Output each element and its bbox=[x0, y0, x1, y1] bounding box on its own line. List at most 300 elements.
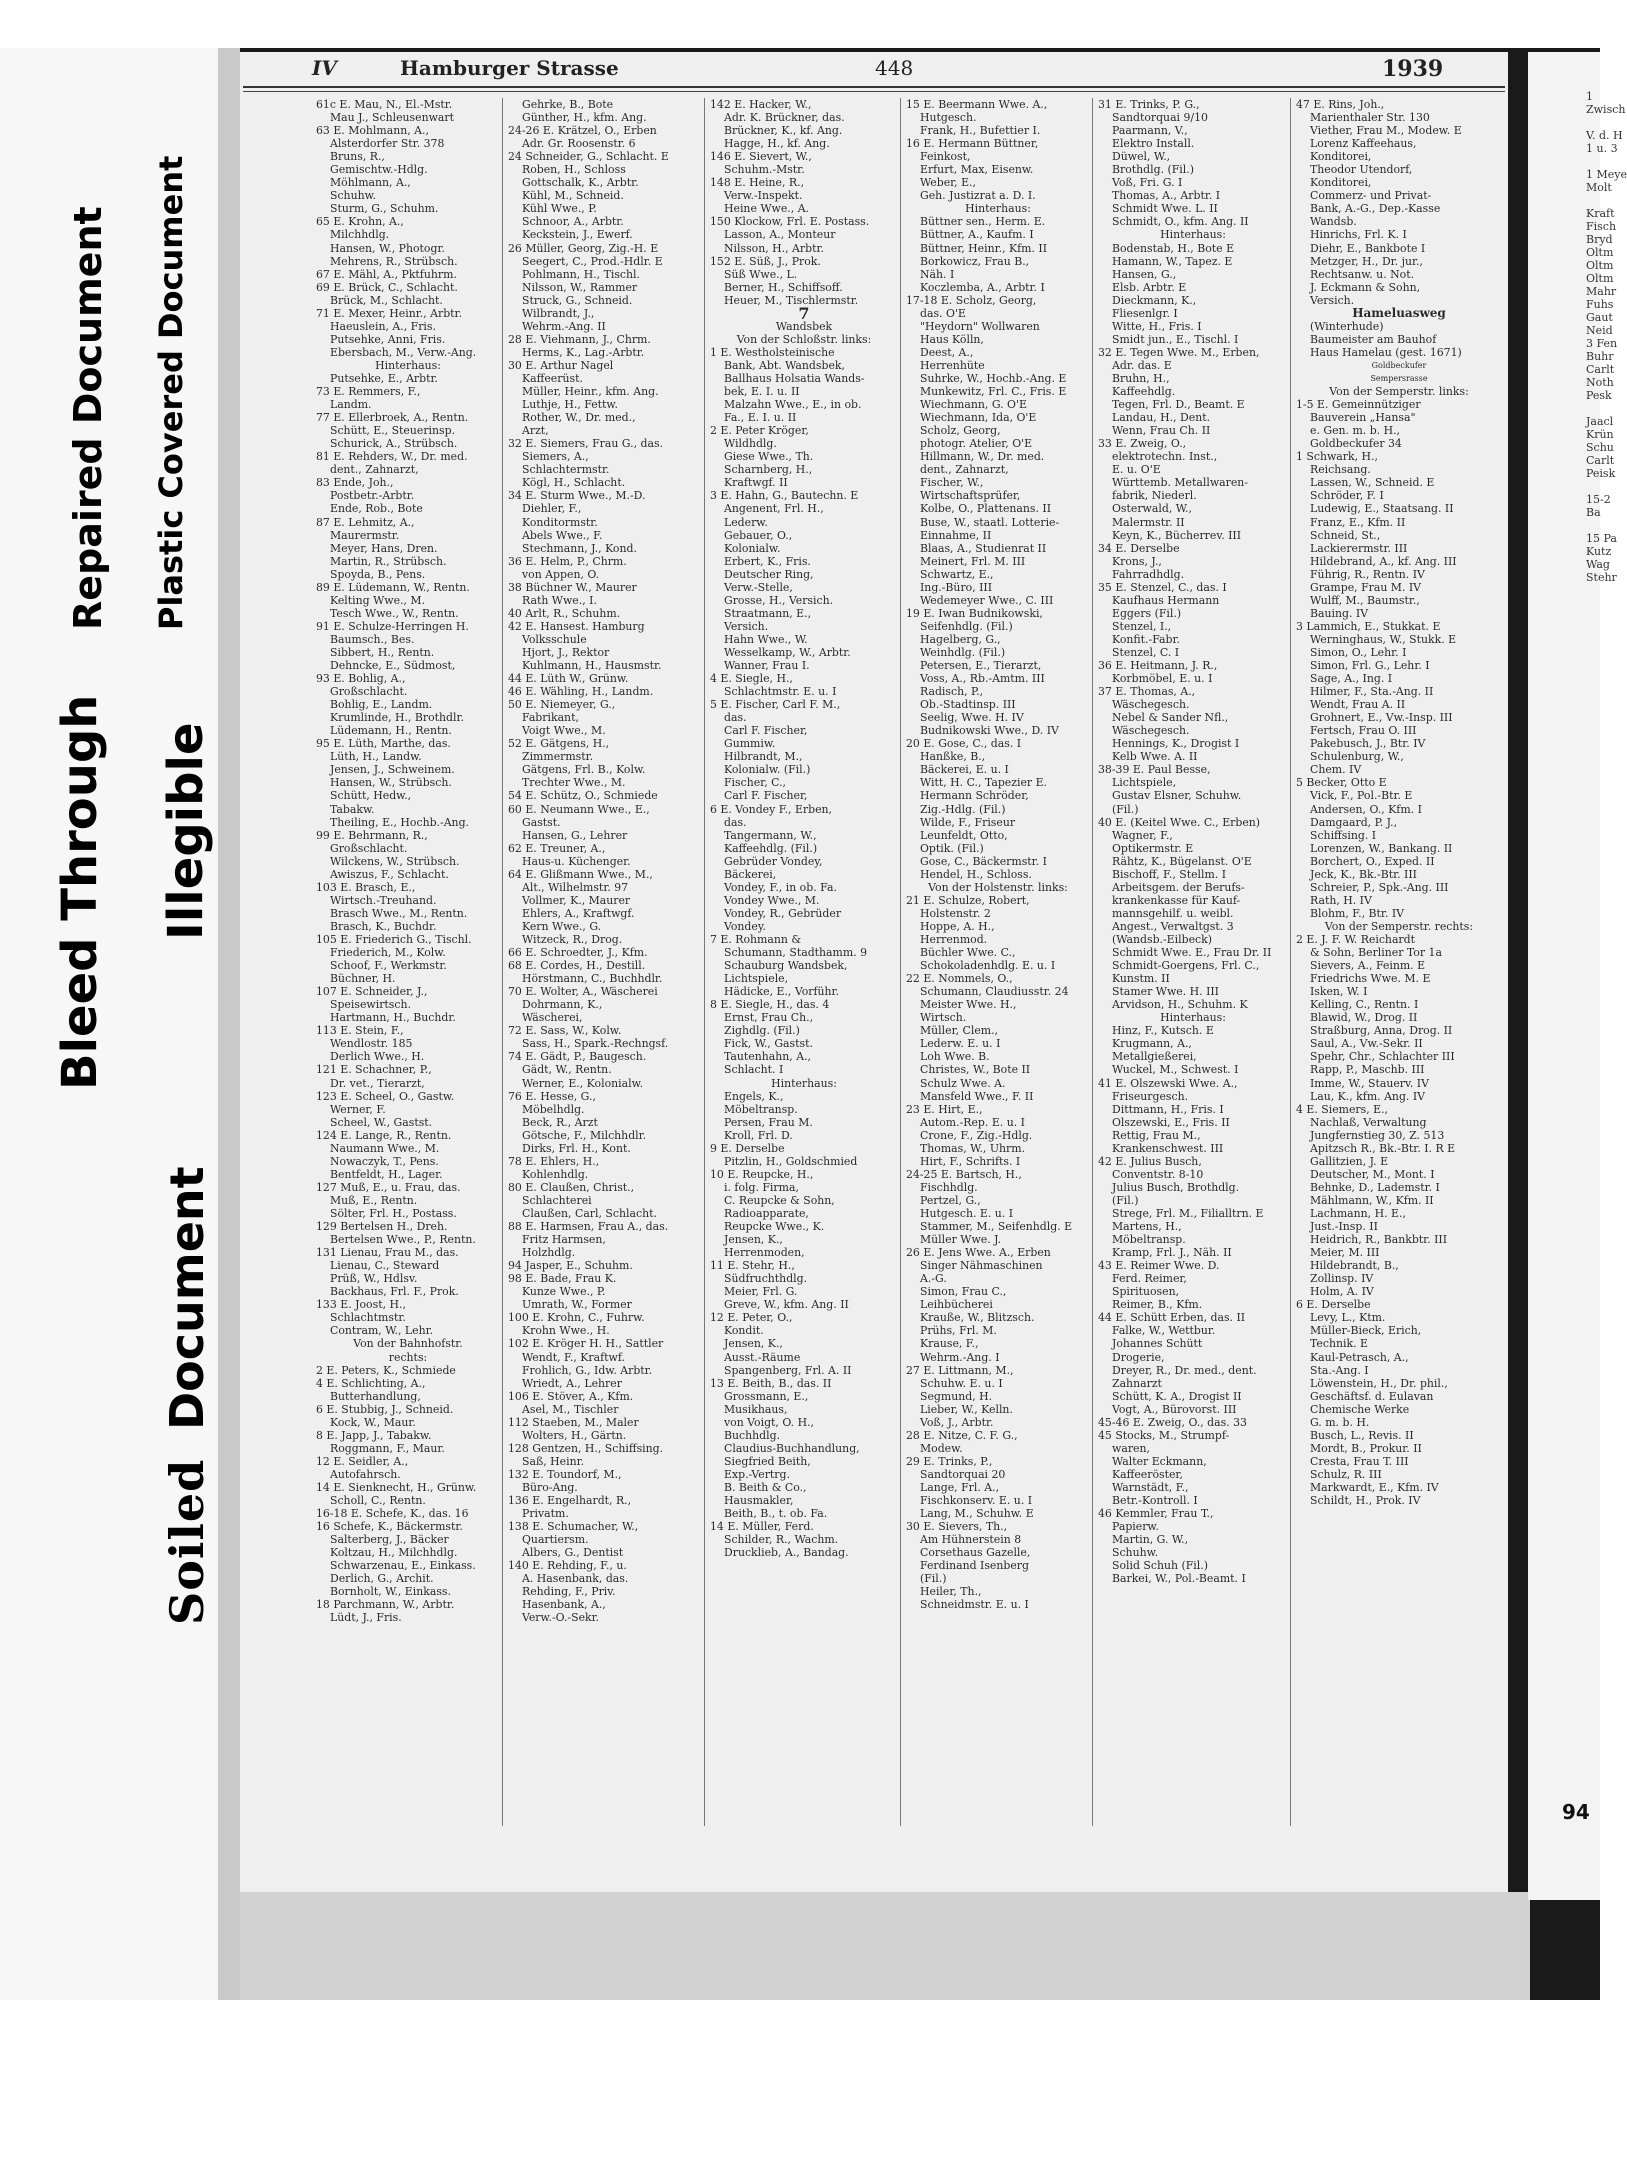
directory-entry: 46 E. Wähling, H., Landm. bbox=[508, 685, 654, 699]
directory-entry: Simon, O., Lehr. I bbox=[1310, 645, 1407, 659]
directory-entry: Wendlostr. 185 bbox=[330, 1037, 413, 1051]
directory-entry: Landm. bbox=[330, 398, 372, 412]
adjacent-fragment: 15 Pa bbox=[1586, 532, 1617, 545]
directory-entry: Abels Wwe., F. bbox=[522, 528, 603, 542]
directory-entry: Hinrichs, Frl. K. I bbox=[1310, 228, 1407, 242]
directory-entry: krankenkasse für Kauf- bbox=[1112, 893, 1241, 907]
directory-entry: B. Beith & Co., bbox=[724, 1480, 807, 1494]
directory-entry: Hirt, F., Schrifts. I bbox=[920, 1154, 1021, 1168]
directory-entry: Krause, F., bbox=[920, 1337, 979, 1351]
directory-entry: (Fil.) bbox=[920, 1572, 947, 1586]
directory-entry: 123 E. Scheel, O., Gastw. bbox=[316, 1089, 455, 1103]
directory-entry: Metallgießerei, bbox=[1112, 1050, 1197, 1064]
adjacent-fragment: Ba bbox=[1586, 506, 1601, 519]
header-year: 1939 bbox=[1382, 56, 1444, 82]
directory-entry: 4 E. Siemers, E., bbox=[1296, 1102, 1389, 1116]
directory-entry: Greve, W., kfm. Ang. II bbox=[724, 1298, 849, 1312]
directory-entry: 113 E. Stein, F., bbox=[316, 1024, 404, 1038]
directory-entry: 44 E. Lüth W., Grünw. bbox=[508, 672, 629, 686]
directory-entry: 142 E. Hacker, W., bbox=[710, 98, 812, 111]
directory-entry: 17-18 E. Scholz, Georg, bbox=[906, 293, 1037, 307]
directory-entry: 52 E. Gätgens, H., bbox=[508, 737, 610, 751]
directory-entry: Konditormstr. bbox=[522, 515, 598, 529]
directory-entry: 22 E. Nommels, O., bbox=[906, 972, 1013, 986]
adjacent-fragment: Jaacl bbox=[1586, 415, 1614, 428]
directory-entry: Gätgens, Frl. B., Kolw. bbox=[522, 763, 646, 777]
directory-entry: Kohlenhdlg. bbox=[522, 1167, 589, 1181]
directory-entry: Vondey Wwe., M. bbox=[724, 893, 820, 907]
directory-entry: Bornholt, W., Einkass. bbox=[330, 1585, 451, 1599]
top-margin bbox=[0, 0, 1600, 48]
directory-entry: Mansfeld Wwe., F. II bbox=[920, 1089, 1034, 1103]
directory-entry: Nilsson, H., Arbtr. bbox=[724, 241, 824, 255]
directory-entry: Scharnberg, H., bbox=[724, 463, 813, 477]
directory-entry: Rapp, P., Maschb. III bbox=[1310, 1063, 1425, 1077]
directory-entry: Saß, Heinr. bbox=[522, 1454, 585, 1468]
directory-entry: Malzahn Wwe., E., in ob. bbox=[724, 398, 862, 412]
directory-entry: Wandsbek bbox=[775, 319, 833, 333]
directory-entry: Bruns, R., bbox=[330, 150, 385, 164]
directory-entry: Herms, K., Lag.-Arbtr. bbox=[522, 345, 645, 359]
directory-entry: Krugmann, A., bbox=[1112, 1037, 1192, 1051]
header-street-name: Hamburger Strasse bbox=[400, 56, 619, 80]
directory-entry: Hörstmann, C., Buchhdlr. bbox=[522, 972, 663, 986]
directory-entry: Rettig, Frau M., bbox=[1112, 1128, 1201, 1142]
directory-entry: 40 E. (Keitel Wwe. C., Erben) bbox=[1098, 815, 1261, 829]
directory-entry: Chem. IV bbox=[1310, 763, 1362, 777]
directory-entry: Just.-Insp. II bbox=[1310, 1220, 1378, 1234]
directory-entry: 37 E. Thomas, A., bbox=[1098, 685, 1196, 699]
directory-entry: Reupcke Wwe., K. bbox=[724, 1220, 825, 1234]
directory-entry: Segmund, H. bbox=[920, 1389, 993, 1403]
directory-entry: Zimmermstr. bbox=[522, 750, 594, 764]
directory-entry: Heuer, M., Tischlermstr. bbox=[724, 293, 859, 307]
directory-entry: Busch, L., Revis. II bbox=[1310, 1428, 1414, 1442]
directory-entry: Tangermann, W., bbox=[724, 828, 817, 842]
directory-entry: Privatm. bbox=[522, 1507, 569, 1521]
adjacent-fragment bbox=[1586, 194, 1600, 207]
label-soiled: Soiled bbox=[160, 1458, 214, 1625]
directory-entry: Krauße, W., Blitzsch. bbox=[920, 1311, 1035, 1325]
directory-entry: Angenent, Frl. H., bbox=[724, 502, 824, 516]
directory-entry: Voß, J., Arbtr. bbox=[920, 1415, 994, 1429]
directory-entry: 23 E. Hirt, E., bbox=[906, 1102, 983, 1116]
directory-entry: Von der Holstenstr. links: bbox=[928, 880, 1068, 894]
directory-entry: Behnke, D., Lademstr. I bbox=[1310, 1180, 1440, 1194]
directory-entry: Stammer, M., Seifenhdlg. E bbox=[920, 1220, 1073, 1234]
directory-entry: Theodor Utendorf, bbox=[1310, 163, 1413, 177]
directory-entry: Wenn, Frau Ch. II bbox=[1112, 424, 1211, 438]
directory-entry: e. Gen. m. b. H., bbox=[1310, 424, 1401, 438]
directory-entry: Roggmann, F., Maur. bbox=[330, 1441, 445, 1455]
directory-entry: Roben, H., Schloss bbox=[522, 163, 626, 177]
directory-entry: Martens, H., bbox=[1112, 1220, 1182, 1234]
directory-entry: Ferdinand Isenberg bbox=[920, 1559, 1029, 1573]
directory-entry: Mau J., Schleusenwart bbox=[330, 111, 454, 125]
directory-entry: 73 E. Remmers, F., bbox=[316, 385, 421, 399]
directory-entry: 1 Schwark, H., bbox=[1296, 450, 1378, 464]
column-separator bbox=[900, 98, 901, 1826]
directory-entry: Landau, H., Dent. bbox=[1112, 411, 1211, 425]
directory-entry: Gottschalk, K., Arbtr. bbox=[522, 176, 639, 190]
directory-entry: 89 E. Lüdemann, W., Rentn. bbox=[316, 580, 470, 594]
directory-entry: Imme, W., Stauerv. IV bbox=[1310, 1076, 1429, 1090]
directory-entry: Lichtspiele, bbox=[1112, 776, 1177, 790]
directory-entry: Fick, W., Gastst. bbox=[724, 1037, 813, 1051]
directory-entry: 26 Müller, Georg, Zig.-H. E bbox=[508, 241, 659, 255]
directory-entry: 1 E. Westholsteinische bbox=[710, 345, 835, 359]
directory-column-4 bbox=[906, 98, 1090, 1828]
directory-entry: 72 E. Sass, W., Kolw. bbox=[508, 1024, 622, 1038]
directory-entry: Schilder, R., Wachm. bbox=[724, 1533, 839, 1547]
directory-entry: Fischer, C., bbox=[724, 776, 786, 790]
directory-entry: Vick, F., Pol.-Btr. E bbox=[1310, 789, 1413, 803]
directory-entry: Jeck, K., Bk.-Btr. III bbox=[1310, 867, 1417, 881]
adjacent-fragment: 1 bbox=[1586, 90, 1593, 103]
directory-entry: Rath Wwe., I. bbox=[522, 593, 597, 607]
directory-entry: Ludewig, E., Staatsang. II bbox=[1310, 502, 1454, 516]
directory-entry: Müller, Clem., bbox=[920, 1024, 999, 1038]
directory-entry: Hahn Wwe., W. bbox=[724, 632, 808, 646]
directory-entry: Commerz- und Privat- bbox=[1310, 189, 1432, 203]
directory-entry: Radisch, P., bbox=[920, 685, 984, 699]
directory-entry: Wendt, F., Kraftwf. bbox=[522, 1350, 625, 1364]
directory-entry: Thomas, W., Uhrm. bbox=[920, 1141, 1026, 1155]
directory-entry: Speisewirtsch. bbox=[330, 998, 411, 1012]
directory-entry: 136 E. Engelhardt, R., bbox=[508, 1494, 632, 1508]
directory-entry: 12 E. Seidler, A., bbox=[316, 1454, 409, 1468]
adjacent-fragment: Carlt bbox=[1586, 363, 1615, 376]
directory-entry: Christes, W., Bote II bbox=[920, 1063, 1031, 1077]
directory-entry: Vondey. bbox=[724, 919, 767, 933]
header-roman-numeral: IV bbox=[312, 56, 337, 80]
directory-entry: Südfruchthdlg. bbox=[724, 1272, 808, 1286]
directory-entry: (Fil.) bbox=[1112, 802, 1139, 816]
directory-entry: 18 Parchmann, W., Arbtr. bbox=[316, 1598, 455, 1612]
directory-entry: Schwarzenau, E., Einkass. bbox=[330, 1559, 476, 1573]
directory-entry: Meier, Frl. G. bbox=[724, 1285, 798, 1299]
directory-entry: Keyn, K., Bücherrev. III bbox=[1112, 528, 1242, 542]
directory-entry: Backhaus, Frl. F., Prok. bbox=[330, 1285, 459, 1299]
directory-entry: Putsehke, E., Arbtr. bbox=[330, 371, 438, 385]
directory-entry: 6 E. Vondey F., Erben, bbox=[710, 802, 833, 816]
directory-entry: Thomas, A., Arbtr. I bbox=[1112, 189, 1221, 203]
directory-entry: 66 E. Schroedter, J., Kfm. bbox=[508, 946, 648, 960]
directory-entry: 93 E. Bohlig, A., bbox=[316, 672, 406, 686]
directory-entry: 94 Jasper, E., Schuhm. bbox=[508, 1259, 633, 1273]
directory-entry: C. Reupcke & Sohn, bbox=[724, 1193, 835, 1207]
adjacent-fragment: Fisch bbox=[1586, 220, 1617, 233]
adjacent-fragment: Carlt bbox=[1586, 454, 1615, 467]
directory-entry: 15 E. Beermann Wwe. A., bbox=[906, 98, 1048, 111]
directory-entry: Weber, E., bbox=[920, 176, 976, 190]
directory-entry: 34 E. Sturm Wwe., M.-D. bbox=[508, 489, 646, 503]
directory-entry: A. Hasenbank, das. bbox=[522, 1572, 629, 1586]
directory-entry: dent., Zahnarzt, bbox=[330, 463, 419, 477]
directory-entry: 10 E. Reupcke, H., bbox=[710, 1167, 814, 1181]
directory-entry: Hinterhaus: bbox=[1160, 1011, 1226, 1025]
directory-entry: 100 E. Krohn, C., Fuhrw. bbox=[508, 1311, 645, 1325]
directory-entry: Jensen, K., bbox=[724, 1337, 783, 1351]
directory-entry: Löwenstein, H., Dr. phil., bbox=[1310, 1376, 1448, 1390]
directory-entry: Hinterhaus: bbox=[1160, 228, 1226, 242]
directory-entry: Wäschegesch. bbox=[1112, 724, 1190, 738]
directory-entry: 47 E. Rins, Joh., bbox=[1296, 98, 1385, 111]
directory-entry: Schumann, Stadthamm. 9 bbox=[724, 946, 868, 960]
directory-entry: 150 Klockow, Frl. E. Postass. bbox=[710, 215, 870, 229]
directory-entry: 24-26 E. Krätzel, O., Erben bbox=[508, 124, 657, 138]
directory-entry: 146 E. Sievert, W., bbox=[710, 150, 812, 164]
directory-entry: 16 Schefe, K., Bäckermstr. bbox=[316, 1520, 463, 1534]
directory-entry: 38-39 E. Paul Besse, bbox=[1098, 763, 1211, 777]
adjacent-fragment: Kutz bbox=[1586, 545, 1612, 558]
directory-entry: Hermann Schröder, bbox=[920, 789, 1029, 803]
directory-entry: Erfurt, Max, Eisenw. bbox=[920, 163, 1034, 177]
directory-entry: Deest, A., bbox=[920, 345, 974, 359]
directory-entry: Nilsson, W., Rammer bbox=[522, 280, 638, 294]
directory-entry: Goldbeckufer 34 bbox=[1310, 437, 1402, 451]
directory-entry: Kuhlmann, H., Hausmstr. bbox=[522, 659, 662, 673]
directory-entry: Baumeister am Bauhof bbox=[1310, 332, 1437, 346]
directory-entry: Optikermstr. E bbox=[1112, 841, 1194, 855]
directory-entry: Kaffeeröster, bbox=[1112, 1467, 1183, 1481]
directory-entry: Wäscherei, bbox=[522, 1011, 583, 1025]
directory-entry: Lichtspiele, bbox=[724, 972, 789, 986]
directory-entry: Wiechmann, Ida, O'E bbox=[920, 411, 1037, 425]
directory-entry: Lederw. E. u. I bbox=[920, 1037, 1001, 1051]
label-repaired-document: Repaired Document bbox=[66, 206, 110, 630]
directory-entry: Kaul-Petrasch, A., bbox=[1310, 1350, 1409, 1364]
directory-entry: Bauing. IV bbox=[1310, 606, 1369, 620]
directory-entry: 28 E. Viehmann, J., Chrm. bbox=[508, 332, 651, 346]
directory-entry: Konditorei, bbox=[1310, 150, 1372, 164]
directory-entry: Derlich, G., Archit. bbox=[330, 1572, 434, 1586]
directory-entry: 20 E. Gose, C., das. I bbox=[906, 737, 1022, 751]
directory-entry: Wirtschaftsprüfer, bbox=[920, 489, 1021, 503]
directory-entry: 131 Lienau, Frau M., das. bbox=[316, 1246, 459, 1260]
directory-entry: Sibbert, H., Rentn. bbox=[330, 645, 435, 659]
directory-entry: Meyer, Hans, Dren. bbox=[330, 541, 438, 555]
directory-entry: Quartiersm. bbox=[522, 1533, 589, 1547]
directory-entry: Bischoff, F., Stellm. I bbox=[1112, 867, 1227, 881]
directory-entry: Lange, Frl. A., bbox=[920, 1480, 1000, 1494]
directory-entry: Dittmann, H., Fris. I bbox=[1112, 1102, 1224, 1116]
directory-entry: Führig, R., Rentn. IV bbox=[1310, 567, 1425, 581]
directory-entry: Damgaard, P. J., bbox=[1310, 815, 1398, 829]
directory-entry: Lieber, W., Kelln. bbox=[920, 1402, 1013, 1416]
adjacent-fragment: Bryd bbox=[1586, 233, 1613, 246]
directory-entry: 91 E. Schulze-Herringen H. bbox=[316, 619, 469, 633]
directory-entry: Stenzel, I., bbox=[1112, 619, 1172, 633]
directory-entry: Optik. (Fil.) bbox=[920, 841, 984, 855]
directory-entry: 81 E. Rehders, W., Dr. med. bbox=[316, 450, 468, 464]
directory-entry: Lau, K., kfm. Ang. IV bbox=[1310, 1089, 1426, 1103]
directory-entry: Wolters, H., Gärtn. bbox=[522, 1428, 627, 1442]
adjacent-fragment: Oltm bbox=[1586, 246, 1614, 259]
directory-entry: Wendt, Frau A. II bbox=[1310, 698, 1406, 712]
directory-entry: Schmidt-Goergens, Frl. C., bbox=[1112, 959, 1260, 973]
directory-entry: 44 E. Schütt Erben, das. II bbox=[1098, 1311, 1246, 1325]
directory-entry: Krons, J., bbox=[1112, 554, 1162, 568]
directory-entry: Scholl, C., Rentn. bbox=[330, 1494, 426, 1508]
directory-entry: 30 E. Arthur Nagel bbox=[508, 358, 614, 372]
directory-entry: Wanner, Frau I. bbox=[724, 659, 810, 673]
directory-entry: Schuhm.-Mstr. bbox=[724, 163, 805, 177]
directory-entry: Papierw. bbox=[1112, 1520, 1159, 1534]
directory-entry: Hanßke, B., bbox=[920, 750, 986, 764]
directory-entry: Dohrmann, K., bbox=[522, 998, 603, 1012]
directory-entry: Meister Wwe. H., bbox=[920, 998, 1017, 1012]
directory-entry: 3 E. Hahn, G., Bautechn. E bbox=[710, 489, 859, 503]
directory-entry: Zahnarzt bbox=[1112, 1376, 1162, 1390]
directory-entry: Hansen, W., Strübsch. bbox=[330, 776, 452, 790]
directory-entry: 26 E. Jens Wwe. A., Erben bbox=[906, 1246, 1051, 1260]
directory-entry: Krumlinde, H., Brothdlr. bbox=[330, 711, 464, 725]
directory-entry: Smidt jun., E., Tischl. I bbox=[1112, 332, 1239, 346]
directory-entry: Tegen, Frl. D., Beamt. E bbox=[1112, 398, 1245, 412]
directory-entry: 102 E. Kröger H. H., Sattler bbox=[508, 1337, 664, 1351]
directory-entry: Musikhaus, bbox=[724, 1402, 788, 1416]
directory-entry: Möbelhdlg. bbox=[522, 1102, 585, 1116]
directory-entry: 62 E. Treuner, A., bbox=[508, 841, 606, 855]
directory-entry: Reimer, B., Kfm. bbox=[1112, 1298, 1203, 1312]
directory-entry: 112 Staeben, M., Maler bbox=[508, 1415, 639, 1429]
directory-entry: Saul, A., Vw.-Sekr. II bbox=[1310, 1037, 1423, 1051]
directory-entry: Schwartz, E., bbox=[920, 567, 994, 581]
directory-entry: 88 E. Harmsen, Frau A., das. bbox=[508, 1220, 669, 1234]
directory-entry: 98 E. Bade, Frau K. bbox=[508, 1272, 617, 1286]
directory-entry: Günther, H., kfm. Ang. bbox=[522, 111, 647, 125]
directory-entry: Martin, R., Strübsch. bbox=[330, 554, 447, 568]
directory-entry: 7 E. Rohmann & bbox=[710, 933, 802, 946]
directory-entry: 87 E. Lehmitz, A., bbox=[316, 515, 415, 529]
directory-entry: 40 Arlt, R., Schuhm. bbox=[508, 606, 621, 620]
directory-entry: Reichsang. bbox=[1310, 463, 1371, 477]
directory-entry: 42 E. Julius Busch, bbox=[1098, 1154, 1202, 1168]
directory-entry: Exp.-Vertrg. bbox=[724, 1467, 790, 1481]
directory-entry: Bodenstab, H., Bote E bbox=[1112, 241, 1235, 255]
directory-entry: Schneidmstr. E. u. I bbox=[920, 1598, 1029, 1612]
directory-entry: Zollinsp. IV bbox=[1310, 1272, 1374, 1286]
adjacent-fragment: 1 u. 3 bbox=[1586, 142, 1618, 155]
bottom-margin bbox=[0, 2000, 1600, 2177]
adjacent-fragment: Kraft bbox=[1586, 207, 1615, 220]
directory-entry: Isken, W. I bbox=[1310, 985, 1368, 999]
directory-entry: Autofahrsch. bbox=[330, 1467, 401, 1481]
directory-entry: 29 E. Trinks, P., bbox=[906, 1454, 993, 1468]
directory-entry: Dirks, Frl. H., Kont. bbox=[522, 1141, 631, 1155]
directory-entry: Chemische Werke bbox=[1310, 1402, 1410, 1416]
directory-entry: Tautenhahn, A., bbox=[724, 1050, 812, 1064]
directory-entry: 21 E. Schulze, Robert, bbox=[906, 893, 1030, 907]
directory-entry: Vogt, A., Bürovorst. III bbox=[1112, 1402, 1237, 1416]
directory-entry: Friederich, M., Kolw. bbox=[330, 946, 446, 960]
directory-entry: Verw.-Stelle, bbox=[724, 580, 793, 594]
directory-entry: Dreyer, R., Dr. med., dent. bbox=[1112, 1363, 1257, 1377]
directory-entry: Betr.-Kontroll. I bbox=[1112, 1494, 1198, 1508]
directory-entry: Awiszus, F., Schlacht. bbox=[330, 867, 449, 881]
directory-entry: Mehrens, R., Strübsch. bbox=[330, 254, 458, 268]
directory-entry: Pitzlin, H., Goldschmied bbox=[724, 1154, 858, 1168]
directory-entry: Jensen, K., bbox=[724, 1233, 783, 1247]
directory-entry: Rähtz, K., Bügelanst. O'E bbox=[1112, 854, 1252, 868]
directory-entry: Sta.-Ang. I bbox=[1310, 1363, 1369, 1377]
directory-entry: Bauverein „Hansa" bbox=[1310, 411, 1416, 425]
directory-entry: 124 E. Lange, R., Rentn. bbox=[316, 1128, 452, 1142]
directory-entry: Nachlaß, Verwaltung bbox=[1310, 1115, 1427, 1129]
directory-entry: 4 E. Siegle, H., bbox=[710, 672, 793, 686]
directory-entry: Keckstein, J., Ewerf. bbox=[522, 228, 633, 242]
directory-entry: Carl F. Fischer, bbox=[724, 724, 808, 738]
directory-entry: Alt., Wilhelmstr. 97 bbox=[522, 880, 629, 894]
directory-entry: Buse, W., staatl. Lotterie- bbox=[920, 515, 1060, 529]
directory-entry: A.-G. bbox=[920, 1272, 947, 1286]
directory-entry: Schulz, R. III bbox=[1310, 1467, 1382, 1481]
directory-entry: Buchhdlg. bbox=[724, 1428, 781, 1442]
directory-entry: Fabrikant, bbox=[522, 711, 579, 725]
directory-entry: Kühl, M., Schneid. bbox=[522, 189, 624, 203]
directory-entry: Johannes Schütt bbox=[1112, 1337, 1203, 1351]
directory-entry: 80 E. Claußen, Christ., bbox=[508, 1180, 635, 1194]
directory-entry: Ebersbach, M., Verw.-Ang. bbox=[330, 345, 477, 359]
directory-entry: 60 E. Neumann Wwe., E., bbox=[508, 802, 650, 816]
directory-entry: Möbeltransp. bbox=[1112, 1233, 1186, 1247]
adjacent-page-number: 94 bbox=[1562, 1800, 1590, 1824]
directory-entry: Stechmann, J., Kond. bbox=[522, 541, 637, 555]
directory-entry: Adr. das. E bbox=[1112, 358, 1172, 372]
directory-entry: Wirtsch. bbox=[920, 1011, 967, 1025]
directory-entry: Schmidt Wwe. E., Frau Dr. II bbox=[1112, 946, 1272, 960]
directory-entry: Scholz, Georg, bbox=[920, 424, 1001, 438]
directory-entry: 46 Kemmler, Frau T., bbox=[1098, 1507, 1214, 1521]
directory-entry: Umrath, W., Former bbox=[522, 1298, 632, 1312]
directory-entry: 2 E. Peter Kröger, bbox=[710, 424, 809, 438]
directory-entry: Dehncke, E., Südmost, bbox=[330, 659, 456, 673]
directory-entry: Rechtsanw. u. Not. bbox=[1310, 267, 1415, 281]
directory-entry: Fertsch, Frau O. III bbox=[1310, 724, 1417, 738]
directory-column-5 bbox=[1098, 98, 1288, 1828]
directory-entry: Kraftwgf. II bbox=[724, 476, 788, 490]
directory-entry: Bohlig, E., Landm. bbox=[330, 698, 433, 712]
directory-entry: Korbmöbel, E. u. I bbox=[1112, 672, 1213, 686]
directory-entry: Ausst.-Räume bbox=[724, 1350, 801, 1364]
directory-entry: & Sohn, Berliner Tor 1a bbox=[1310, 946, 1442, 960]
directory-entry: 36 E. Heitmann, J. R., bbox=[1098, 659, 1218, 673]
directory-entry: Geh. Justizrat a. D. I. bbox=[920, 189, 1036, 203]
directory-entry: 77 E. Ellerbroek, A., Rentn. bbox=[316, 411, 469, 425]
adjacent-fragment: 15-2 bbox=[1586, 493, 1611, 506]
directory-entry: Lüth, H., Landw. bbox=[330, 750, 422, 764]
directory-entry: Ernst, Frau Ch., bbox=[724, 1011, 814, 1025]
directory-entry: Schütt, K. A., Drogist II bbox=[1112, 1389, 1242, 1403]
directory-entry: Versich. bbox=[724, 619, 769, 633]
directory-entry: 140 E. Rehding, F., u. bbox=[508, 1559, 627, 1573]
directory-entry: Werner, F. bbox=[330, 1102, 386, 1116]
directory-entry: Arzt, bbox=[522, 424, 549, 438]
directory-entry: Kögl, H., Schlacht. bbox=[522, 476, 626, 490]
adjacent-fragment: Schu bbox=[1586, 441, 1614, 454]
directory-entry: Technik. E bbox=[1310, 1337, 1368, 1351]
directory-entry: Mählmann, W., Kfm. II bbox=[1310, 1193, 1434, 1207]
directory-entry: Persen, Frau M. bbox=[724, 1115, 813, 1129]
directory-entry: Konfit.-Fabr. bbox=[1112, 632, 1180, 646]
directory-entry: Hilbrandt, M., bbox=[724, 750, 803, 764]
directory-entry: Wilbrandt, J., bbox=[522, 306, 595, 320]
directory-entry: Kelting Wwe., M. bbox=[330, 593, 426, 607]
directory-entry: 95 E. Lüth, Marthe, das. bbox=[316, 737, 451, 751]
directory-entry: Bäckerei, E. u. I bbox=[920, 763, 1009, 777]
directory-entry: Hildebrandt, B., bbox=[1310, 1259, 1399, 1273]
